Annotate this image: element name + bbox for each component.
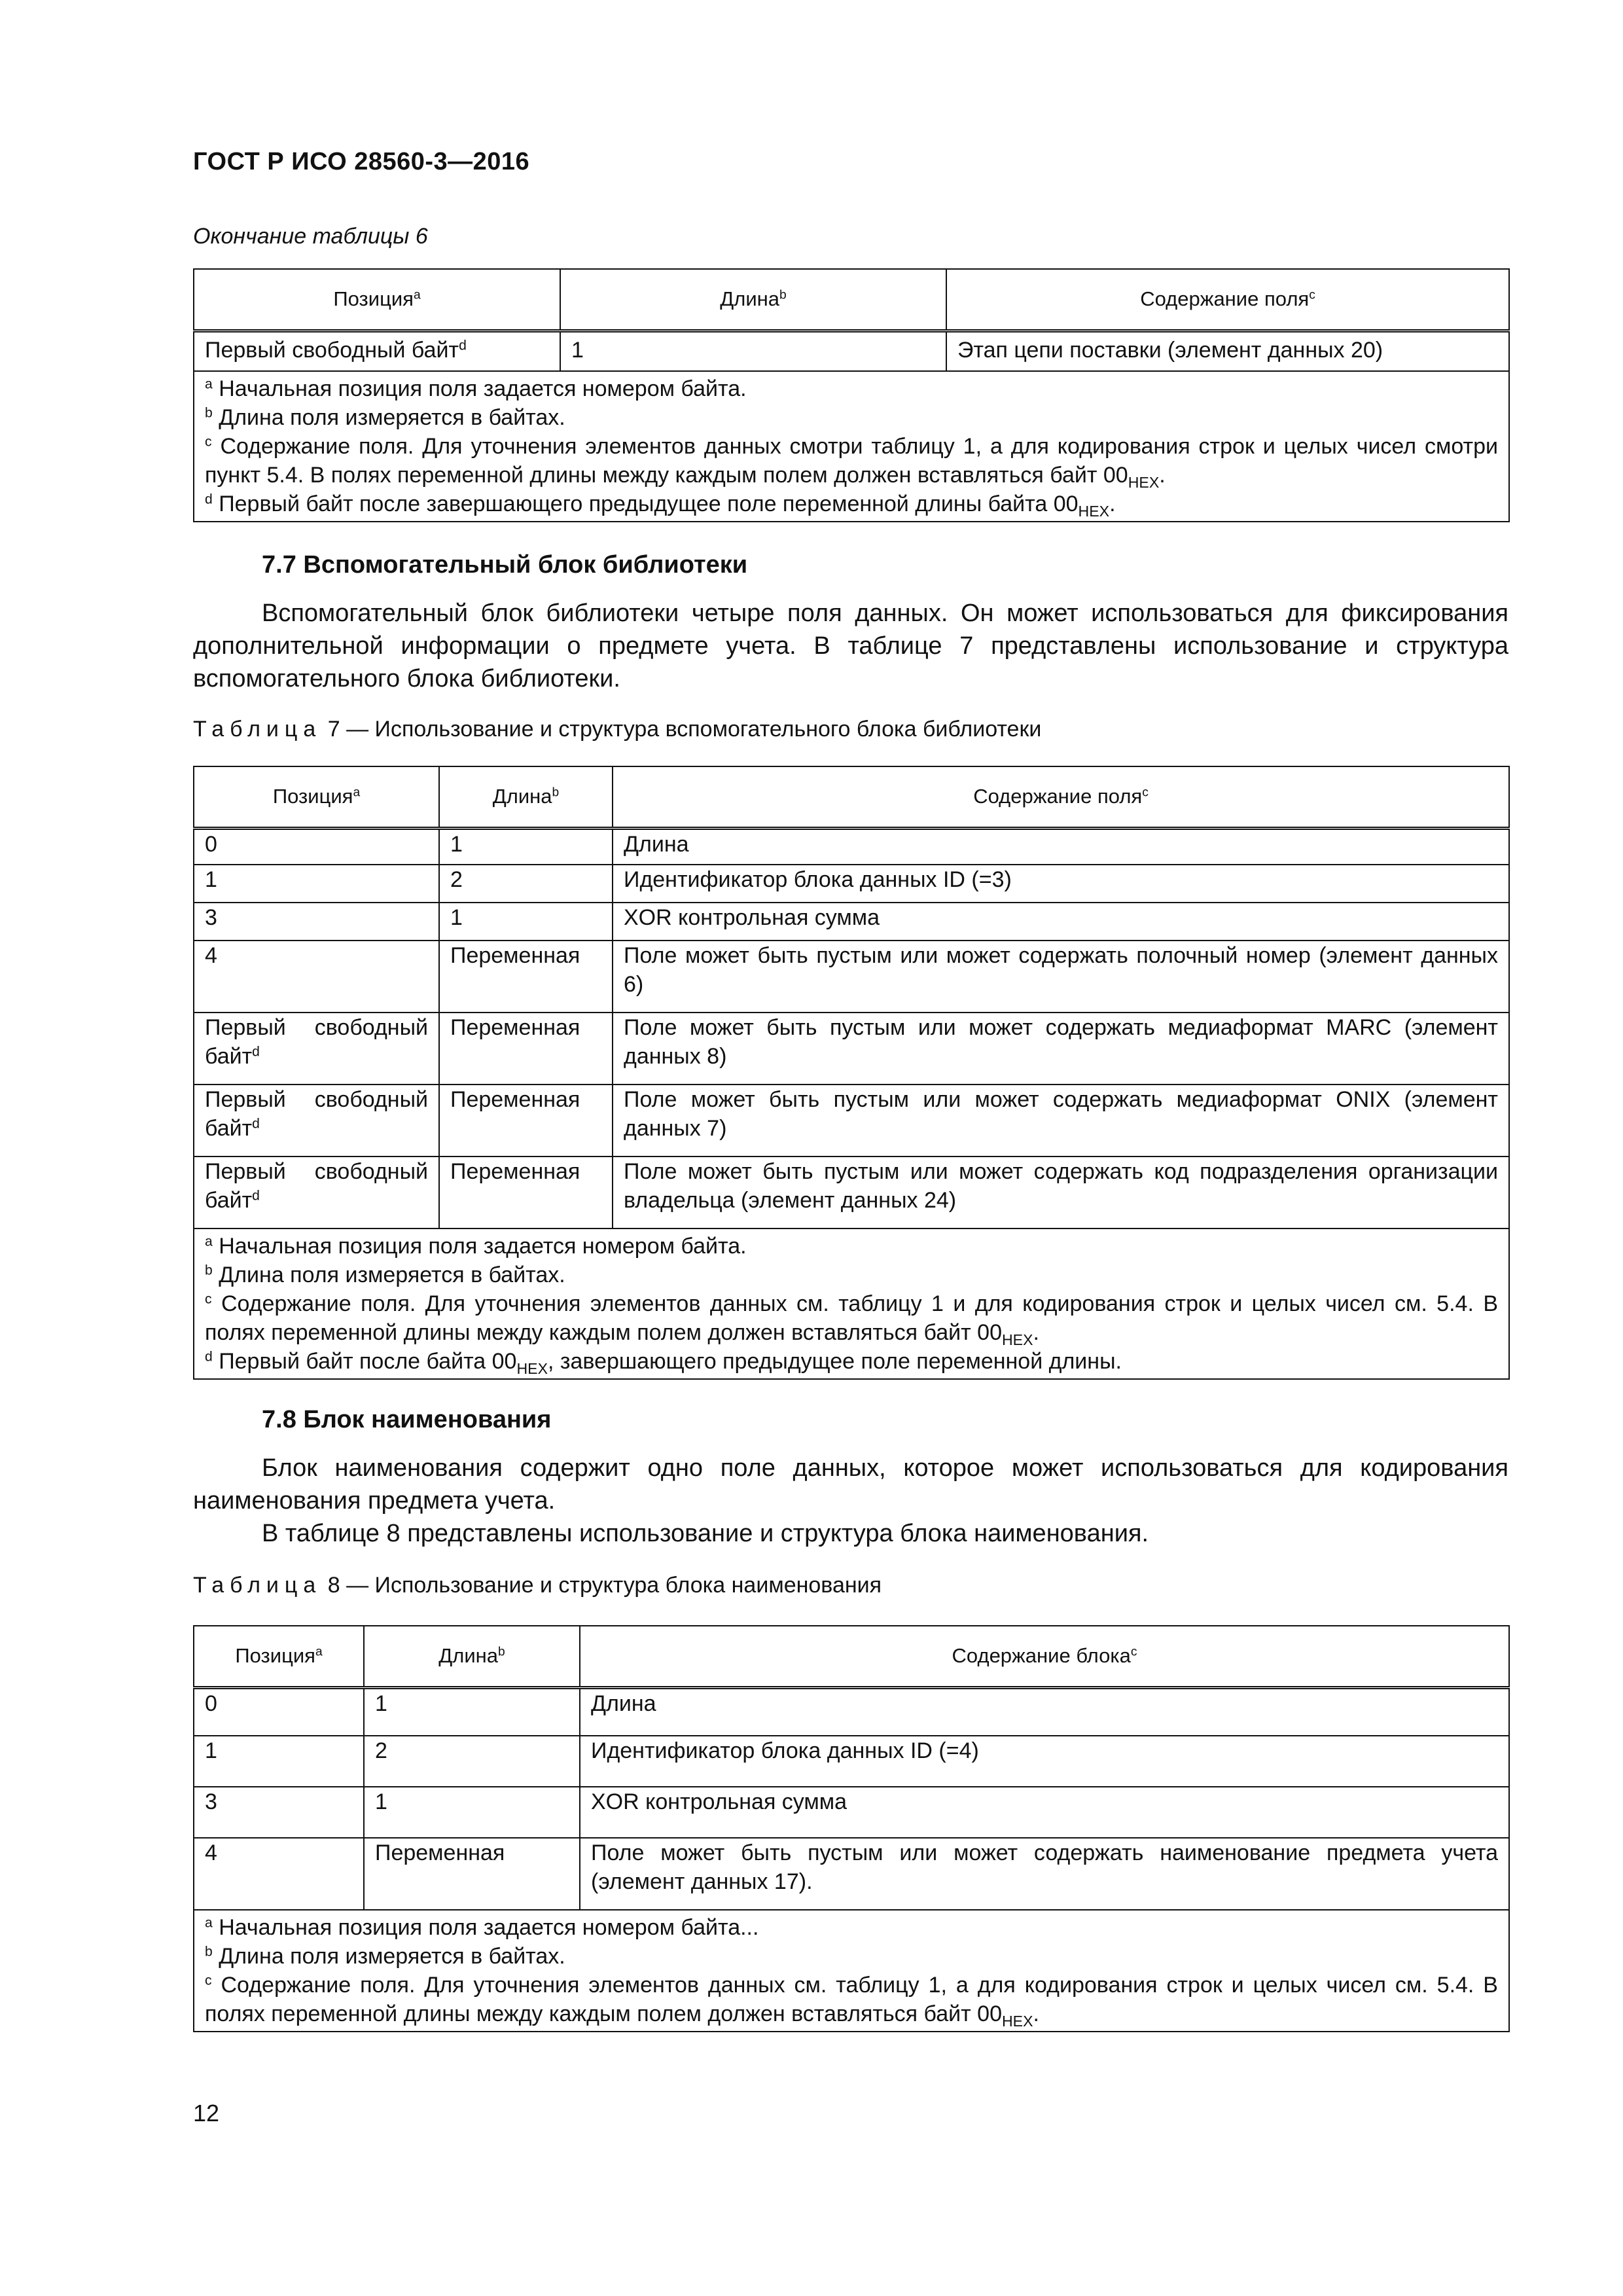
header-position: Позиция$^a$: [194, 1626, 364, 1687]
table6-continuation-label: Окончание таблицы 6: [193, 224, 428, 249]
table7-caption: Таблица 7 — Использование и структура вспомогательного блока библиотеки: [193, 717, 1042, 742]
table-row: 1 2 Идентификатор блока данных ID (=4): [194, 1736, 1509, 1787]
table-row: Первый свободный байт$^d$ 1 Этап цепи поставки (элемент данных 20): [194, 331, 1509, 371]
section-7-8-paragraph-1: Блок наименования содержит одно поле данных, которое может использоваться для кодирования наименования предмета учета.: [193, 1454, 1508, 1515]
header-content: Содержание поля$^c$: [613, 766, 1509, 828]
table-row: 4 Переменная Поле может быть пустым или может содержать наименование предмета учета (элемент данных 17).: [194, 1838, 1509, 1910]
section-7-7-title: 7.7 Вспомогательный блок библиотеки: [262, 551, 748, 579]
table-row: Первый свободный байт$^d$ Переменная Поле может быть пустым или может содержать код подразделения организации владельца (элемент данных 24): [194, 1157, 1509, 1229]
page-number: 12: [193, 2100, 220, 2126]
header-content: Содержание поля$^c$: [946, 269, 1509, 331]
table-notes-row: [194, 371, 1509, 522]
section-7-8-paragraph-2: В таблице 8 представлены использование и структура блока наименования.: [262, 1520, 1149, 1547]
table-6: [193, 268, 1510, 522]
table-row: 3 1 XOR контрольная сумма: [194, 1787, 1509, 1838]
table-7: [193, 766, 1510, 1380]
table-notes-row: [194, 1910, 1509, 2032]
section-7-7-paragraph: Вспомогательный блок библиотеки четыре поля данных. Он может использоваться для фиксирования дополнительной информации о предмете учета. В таблице 7 представлены использование и структура вспомогательного блока библиотеки.: [193, 600, 1508, 692]
table-notes: $^a$ Начальная позиция поля задается номером байта. $^b$ Длина поля измеряется в байтах. $^c$ Содержание поля. Для уточнения элементов данных см. таблицу 1 и для кодирования строк и целых чисел см. 5.4. В полях переменной длины между каждым полем должен вставляться байт $00_{HEX}$. $^d$ Первый байт после байта $00_{HEX}$, завершающего предыдущее поле переменной длины.: [194, 1229, 1509, 1379]
table8-caption: Таблица 8 — Использование и структура блока наименования: [193, 1573, 882, 1598]
document-header: ГОСТ Р ИСО 28560-3—2016: [193, 148, 530, 175]
table-row: Первый свободный байт$^d$ Переменная Поле может быть пустым или может содержать медиаформат MARC (элемент данных 8): [194, 1013, 1509, 1085]
header-position: Позиция$^a$: [194, 766, 439, 828]
table-notes: $^a$ Начальная позиция поля задается номером байта. $^b$ Длина поля измеряется в байтах. $^c$ Содержание поля. Для уточнения элементов данных смотри таблицу 1, а для кодирования строк и целых чисел смотри пункт 5.4. В полях переменной длины между каждым полем должен вставляться байт $00_{HEX}$. $^d$ Первый байт после завершающего предыдущее поле переменной длины байта $00_{HEX}$.: [194, 371, 1509, 522]
header-length: Длина$^b$: [364, 1626, 580, 1687]
header-content: Содержание блока$^c$: [580, 1626, 1509, 1687]
table-row: 3 1 XOR контрольная сумма: [194, 903, 1509, 941]
table-row: Первый свободный байт$^d$ Переменная Поле может быть пустым или может содержать медиаформат ONIX (элемент данных 7): [194, 1085, 1509, 1157]
table-notes: $^a$ Начальная позиция поля задается номером байта... $^b$ Длина поля измеряется в байтах. $^c$ Содержание поля. Для уточнения элементов данных см. таблицу 1, а для кодирования строк и целых чисел см. 5.4. В полях переменной длины между каждым полем должен вставляться байт $00_{HEX}$.: [194, 1910, 1509, 2032]
table-notes-row: [194, 1229, 1509, 1379]
table-row: 0 1 Длина: [194, 1687, 1509, 1736]
header-length: Длина$^b$: [560, 269, 946, 331]
header-position: Позиция$^a$: [194, 269, 560, 331]
table-header-row: [194, 1626, 1509, 1687]
table-header-row: [194, 269, 1509, 331]
section-7-8-title: 7.8 Блок наименования: [262, 1406, 552, 1433]
header-length: Длина$^b$: [439, 766, 613, 828]
table-header-row: [194, 766, 1509, 828]
table-8: [193, 1625, 1510, 2032]
table-row: 0 1 Длина: [194, 828, 1509, 865]
table-row: 1 2 Идентификатор блока данных ID (=3): [194, 865, 1509, 903]
table-row: 4 Переменная Поле может быть пустым или может содержать полочный номер (элемент данных 6): [194, 941, 1509, 1013]
